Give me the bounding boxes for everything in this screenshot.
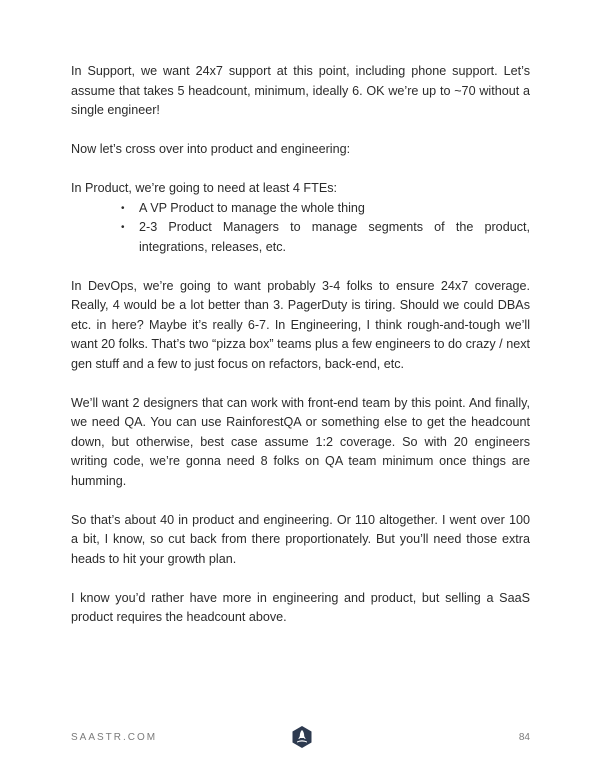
paragraph-totals: So that’s about 40 in product and engineering. Or 110 altogether. I went over 100 a bit, I know, so cut back from there proportionately. But you’ll need those extra heads to hit your growth plan.: [71, 512, 530, 566]
page-body: [71, 62, 530, 628]
paragraph-support: In Support, we want 24x7 support at this point, including phone support. Let’s assume that takes 5 headcount, minimum, ideally 6. OK we’re up to ~70 without a single engineer!: [71, 64, 530, 117]
list-item: • A VP Product to manage the whole thing: [121, 199, 530, 219]
product-roles-list: [71, 199, 530, 258]
page-number: 84: [518, 732, 530, 743]
list-item: • 2-3 Product Managers to manage segments of the product, integrations, releases, etc.: [121, 218, 530, 257]
paragraph-product: In Product, we’re going to need at least 4 FTEs:: [71, 181, 338, 195]
rocket-hexagon-icon: [292, 726, 312, 748]
paragraph-conclusion: I know you’d rather have more in engineering and product, but selling a SaaS product requires the headcount above.: [71, 590, 530, 624]
footer-site-name: SAASTR.COM: [71, 732, 158, 743]
paragraph-devops: In DevOps, we’re going to want probably 3-4 folks to ensure 24x7 coverage. Really, 4 would be a lot better than 3. PagerDuty is tiring. Should we could DBAs etc. in here? Maybe it’s really 6-7. In Engineering, I think rough-and-tough we’ll want 20 folks. That’s two “pizza box” teams plus a few engineers to do crazy / next gen stuff and a few to just focus on refactors, back-end, etc.: [71, 278, 530, 371]
page-footer: [71, 726, 530, 752]
paragraph-design-qa: We’ll want 2 designers that can work with front-end team by this point. And finally, we need QA. You can use RainforestQA or something else to get the headcount down, but otherwise, best case assume 1:2 coverage. So with 20 engineers writing code, we’re gonna need 8 folks on QA team minimum once things are humming.: [71, 395, 530, 488]
paragraph-product-engineering-intro: Now let’s cross over into product and engineering:: [71, 142, 351, 156]
